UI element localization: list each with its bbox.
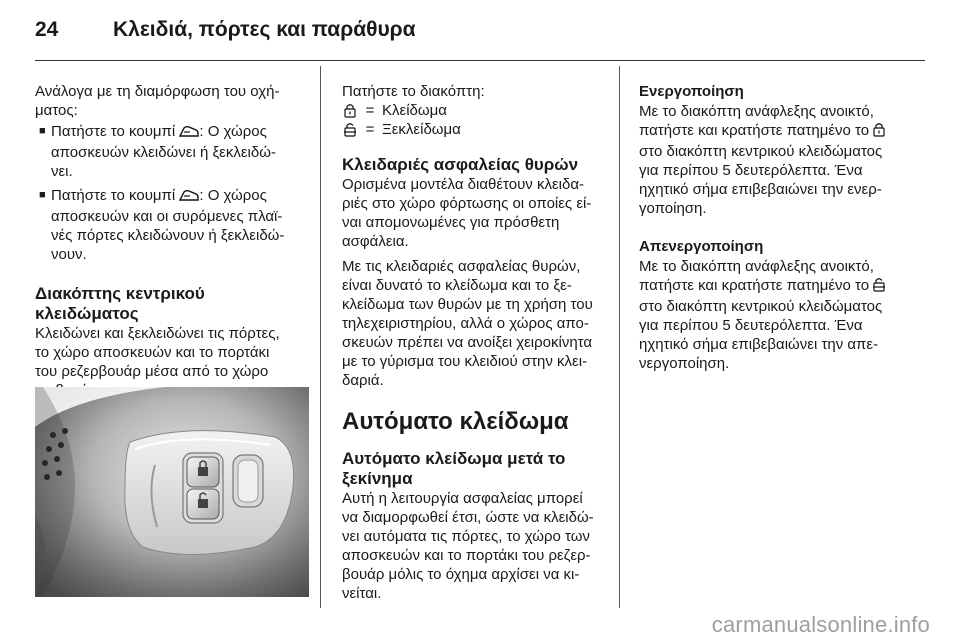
- bullet-text: αποσκευών κλειδώνει ή ξεκλειδώ-: [51, 144, 276, 161]
- watermark: carmanualsonline.info: [711, 612, 930, 637]
- page-number: 24: [35, 18, 59, 41]
- paragraph-line: Κλειδώνει και ξεκλειδώνει τις πόρτες,: [35, 325, 280, 342]
- column-divider-2: [619, 66, 620, 608]
- paragraph-line: για περίπου 5 δευτερόλεπτα. Ένα: [639, 162, 863, 179]
- lock-open-icon: [873, 277, 886, 297]
- paragraph-line: στο διακόπτη κεντρικού κλειδώματος: [639, 143, 883, 160]
- intro-line: ματος:: [35, 102, 78, 119]
- bullet-text: νει.: [51, 163, 73, 180]
- lock-open-icon: [342, 122, 358, 137]
- paragraph-line: ηχητικό σήμα επιβεβαιώνει την ενερ-: [639, 181, 882, 198]
- bullet-text: : Ο χώρος: [199, 187, 267, 204]
- bullet-icon: ■: [39, 189, 46, 201]
- paragraph-line: να διαμορφωθεί έτσι, ώστε να κλειδώ-: [342, 509, 594, 526]
- paragraph-line: ηχητικό σήμα επιβεβαιώνει την απε-: [639, 336, 879, 353]
- paragraph: [342, 257, 610, 390]
- column-2: [342, 82, 610, 603]
- section-title: Αυτόματο κλείδωμα: [342, 408, 569, 435]
- paragraph-line: για περίπου 5 δευτερόλεπτα. Ένα: [639, 317, 863, 334]
- paragraph-line: είναι δυνατό το κλείδωμα και το ξε-: [342, 277, 572, 294]
- page-title: Κλειδιά, πόρτες και παράθυρα: [113, 18, 416, 41]
- bullet-text: νές πόρτες κλειδώνουν ή ξεκλειδώ-: [51, 227, 285, 244]
- paragraph-line: δαριά.: [342, 372, 384, 389]
- paragraph-line: αποσκευών και το πορτάκι του ρεζερ-: [342, 547, 591, 564]
- heading-line: Αυτόματο κλείδωμα μετά το: [342, 449, 566, 468]
- intro-line: Ανάλογα με τη διαμόρφωση του οχή-: [35, 83, 280, 100]
- heading-line: ξεκίνημα: [342, 469, 413, 488]
- bullet-text: Πατήστε το κουμπί: [51, 123, 180, 140]
- section-heading: Κλειδαριές ασφαλείας θυρών: [342, 155, 579, 174]
- section-heading: [342, 449, 610, 489]
- lock-closed-icon: [873, 122, 885, 142]
- paragraph-line: Με το διακόπτη ανάφλεξης ανοικτό,: [639, 258, 874, 275]
- paragraph-line: Με τις κλειδαριές ασφαλείας θυρών,: [342, 258, 581, 275]
- paragraph-line: βουάρ μόλις το όχημα αρχίσει να κι-: [342, 566, 580, 583]
- legend-row-unlock: [342, 120, 610, 139]
- column-3: [639, 82, 929, 373]
- legend-equals: =: [365, 102, 375, 119]
- paragraph-line: Αυτή η λειτουργία ασφαλείας μπορεί: [342, 490, 583, 507]
- paragraph-line: ριές στο χώρο φόρτωσης οι οποίες εί-: [342, 195, 592, 212]
- paragraph-line: Ορισμένα μοντέλα διαθέτουν κλειδα-: [342, 176, 585, 193]
- paragraph-line: Με το διακόπτη ανάφλεξης ανοικτό,: [639, 103, 874, 120]
- section-heading: [35, 284, 307, 324]
- header-rule: [35, 60, 925, 61]
- lock-closed-icon: [342, 103, 358, 118]
- bullet-text: νουν.: [51, 246, 87, 263]
- tailgate-key-icon: [179, 188, 199, 207]
- paragraph-line: το χώρο αποσκευών και το πορτάκι: [35, 344, 270, 361]
- column-divider-1: [320, 66, 321, 608]
- bullet-text: : Ο χώρος: [199, 123, 267, 140]
- section-heading: Απενεργοποίηση: [639, 238, 764, 255]
- page-header: [35, 10, 925, 50]
- paragraph-line: στο διακόπτη κεντρικού κλειδώματος: [639, 298, 883, 315]
- heading-line: Διακόπτης κεντρικού: [35, 284, 205, 303]
- paragraph-line: του ρεζερβουάρ μέσα από το χώρο: [35, 363, 269, 380]
- legend-equals: =: [365, 121, 375, 138]
- tailgate-key-icon: [179, 124, 199, 143]
- intro-line: Πατήστε το διακόπτη:: [342, 83, 485, 100]
- column-1: [35, 82, 307, 400]
- legend-row-lock: [342, 101, 610, 120]
- bullet-text: Πατήστε το κουμπί: [51, 187, 180, 204]
- paragraph-line: ασφάλεια.: [342, 233, 409, 250]
- paragraph-line: νει αυτόματα τις πόρτες, το χώρο των: [342, 528, 590, 545]
- legend-label: Ξεκλείδωμα: [382, 121, 461, 138]
- paragraph-line: πατήστε και κρατήστε πατημένο το: [639, 277, 874, 294]
- paragraph-line: με το γύρισμα του κλειδιού στην κλει-: [342, 353, 588, 370]
- bullet-text: αποσκευών και οι συρόμενες πλαϊ-: [51, 208, 283, 225]
- paragraph-line: σκευών πρέπει να ανοίξει χειροκίνητα: [342, 334, 593, 351]
- paragraph-line: νεργοποίηση.: [639, 355, 730, 372]
- legend-label: Κλείδωμα: [382, 102, 447, 119]
- bullet-item: [35, 186, 307, 264]
- paragraph-line: γοποίηση.: [639, 200, 707, 217]
- heading-line: κλειδώματος: [35, 304, 139, 323]
- paragraph-line: κλείδωμα των θυρών με τη χρήση του: [342, 296, 593, 313]
- bullet-icon: ■: [39, 125, 46, 137]
- paragraph-line: νείται.: [342, 585, 382, 602]
- section-heading: Ενεργοποίηση: [639, 83, 744, 100]
- central-locking-switch-illustration: [35, 387, 309, 597]
- bullet-item: [35, 122, 307, 181]
- paragraph-line: τηλεχειριστηρίου, αλλά ο χώρος απο-: [342, 315, 589, 332]
- paragraph-line: ναι απομονωμένες για πρόσθετη: [342, 214, 560, 231]
- paragraph-line: πατήστε και κρατήστε πατημένο το: [639, 122, 874, 139]
